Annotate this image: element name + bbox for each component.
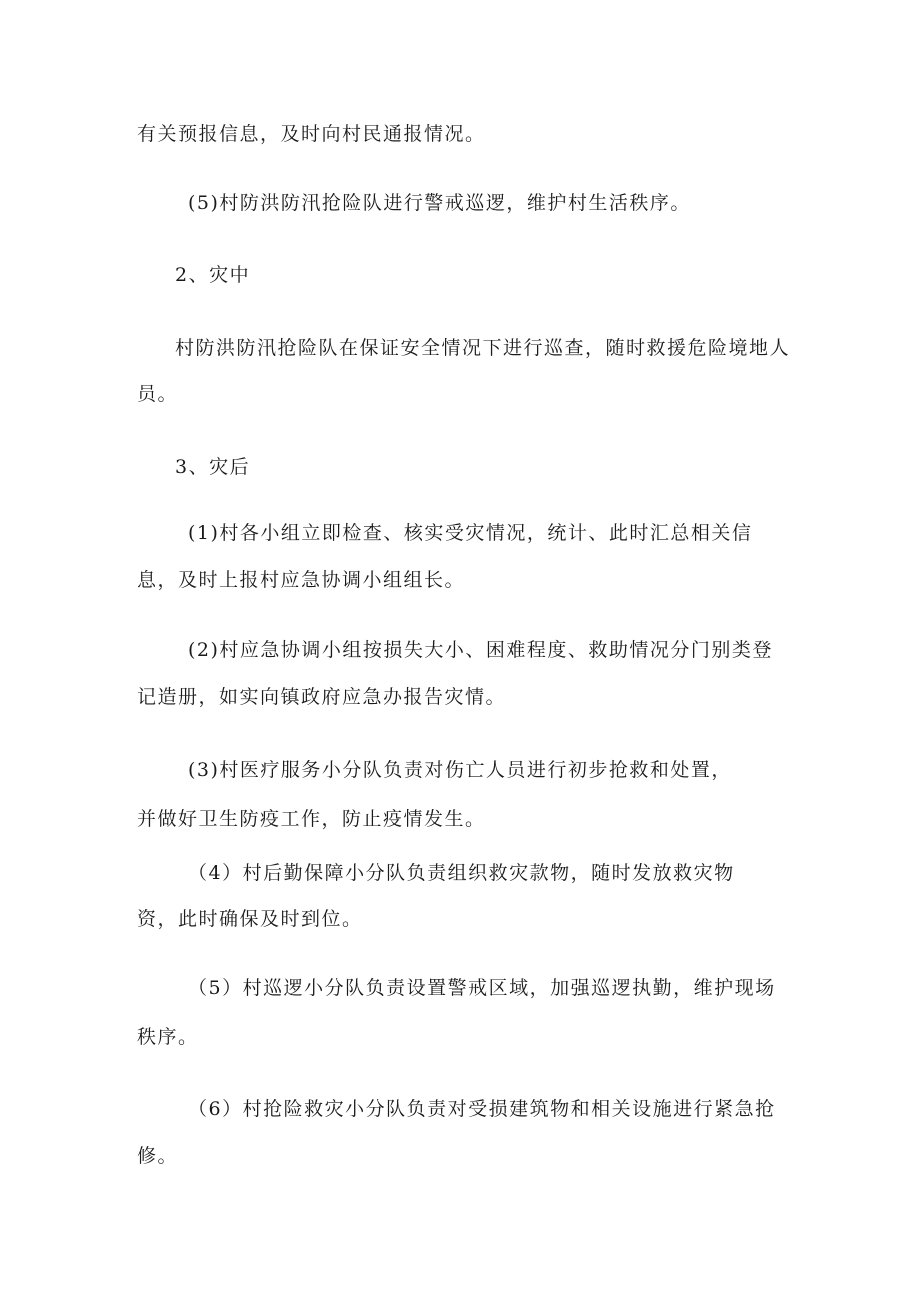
paragraph-line: 修。 <box>137 1145 179 1167</box>
paragraph-line: 息，及时上报村应急协调小组组长。 <box>137 569 466 591</box>
paragraph-line: （5）村巡逻小分队负责设置警戒区域，加强巡逻执勤，维护现场 <box>188 977 776 999</box>
paragraph-line: 记造册，如实向镇政府应急办报告灾情。 <box>137 686 507 708</box>
paragraph-line: (1)村各小组立即检查、核实受灾情况，统计、此时汇总相关信 <box>188 522 753 544</box>
paragraph-line: (2)村应急协调小组按损失大小、困难程度、救助情况分门别类登 <box>188 639 773 661</box>
section-heading: 2、灾中 <box>175 264 251 286</box>
paragraph-line: （6）村抢险救灾小分队负责对受损建筑物和相关设施进行紧急抢 <box>188 1098 776 1120</box>
paragraph-line: 有关预报信息，及时向村民通报情况。 <box>137 123 486 145</box>
section-heading: 3、灾后 <box>175 456 251 478</box>
paragraph-line: (3)村医疗服务小分队负责对伤亡人员进行初步抢救和处置， <box>188 759 732 781</box>
paragraph-line: 资，此时确保及时到位。 <box>137 908 363 930</box>
paragraph-line: 并做好卫生防疫工作，防止疫情发生。 <box>137 808 486 830</box>
paragraph-line: 秩序。 <box>137 1026 199 1048</box>
paragraph-line: 村防洪防汛抢险队在保证安全情况下进行巡查，随时救援危险境地人 <box>175 337 791 359</box>
paragraph-line: (5)村防洪防汛抢险队进行警戒巡逻，维护村生活秩序。 <box>188 192 691 214</box>
paragraph-line: （4）村后勤保障小分队负责组织救灾款物，随时发放救灾物 <box>188 862 735 884</box>
paragraph-line: 员。 <box>137 383 179 405</box>
